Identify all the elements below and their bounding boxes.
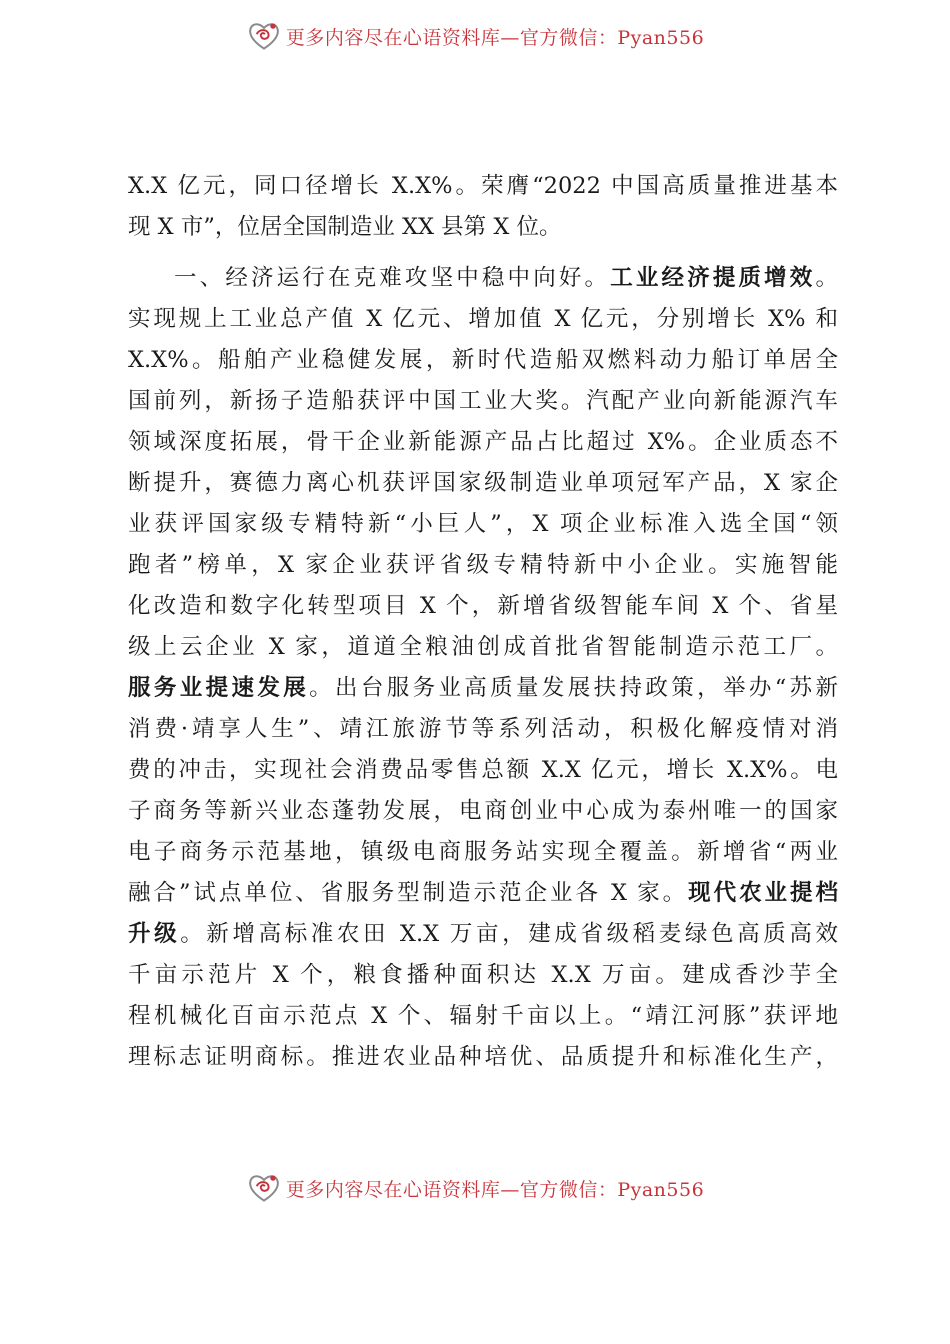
heart-swirl-logo-icon — [246, 18, 282, 54]
text-run: 化改造和数字化转型项目 X 个，新增省级智能车间 X 个、省星 — [128, 593, 838, 619]
heart-swirl-logo-icon — [246, 1170, 282, 1206]
paragraph-gap — [128, 248, 838, 258]
bold-heading: 工业经济提质增效 — [610, 265, 816, 291]
text-line — [128, 381, 838, 422]
text-line — [128, 258, 838, 299]
text-line — [128, 545, 838, 586]
text-run: 。 — [815, 265, 838, 291]
text-line — [128, 791, 838, 832]
bold-heading: 现代农业提档 — [688, 880, 838, 906]
document-body — [128, 166, 838, 1078]
text-run: 千亩示范片 X 个，粮食播种面积达 X.X 万亩。建成香沙芋全 — [128, 962, 838, 988]
bold-heading: 服务业提速发展 — [128, 675, 310, 701]
text-run: 领域深度拓展，骨干企业新能源产品占比超过 X%。企业质态不 — [128, 429, 838, 455]
text-run: 断提升，赛德力离心机获评国家级制造业单项冠军产品，X 家企 — [128, 470, 838, 496]
text-line — [128, 832, 838, 873]
text-line — [128, 955, 838, 996]
text-run: 一、经济运行在克难攻坚中稳中向好。 — [174, 265, 611, 291]
text-run: X.X%。船舶产业稳健发展，新时代造船双燃料动力船订单居全 — [128, 347, 838, 373]
text-line — [128, 207, 838, 248]
text-line — [128, 873, 838, 914]
text-line — [128, 586, 838, 627]
text-run: 现 X 市”，位居全国制造业 XX 县第 X 位。 — [128, 214, 562, 240]
text-run: 理标志证明商标。推进农业品种培优、品质提升和标准化生产， — [128, 1044, 838, 1070]
text-run: 融合”试点单位、省服务型制造示范企业各 X 家。 — [128, 880, 689, 906]
text-line — [128, 996, 838, 1037]
text-run: 电子商务示范基地，镇级电商服务站实现全覆盖。新增省“两业 — [128, 839, 838, 865]
text-line — [128, 914, 838, 955]
text-run: X.X 亿元，同口径增长 X.X%。荣膺“2022 中国高质量推进基本 — [128, 173, 838, 199]
text-line — [128, 627, 838, 668]
text-run: 费的冲击，实现社会消费品零售总额 X.X 亿元，增长 X.X%。电 — [128, 757, 838, 783]
text-run: 程机械化百亩示范点 X 个、辐射千亩以上。“靖江河豚”获评地 — [128, 1003, 838, 1029]
text-line — [128, 668, 838, 709]
watermark-text: 更多内容尽在心语资料库—官方微信：Pyan556 — [285, 26, 705, 49]
text-line — [128, 504, 838, 545]
watermark-banner-top — [0, 16, 950, 56]
watermark-banner-bottom — [0, 1168, 950, 1208]
text-line — [128, 463, 838, 504]
text-run: 实现规上工业总产值 X 亿元、增加值 X 亿元，分别增长 X% 和 — [128, 306, 838, 332]
bold-heading: 升级 — [128, 921, 181, 947]
text-run: 级上云企业 X 家，道道全粮油创成首批省智能制造示范工厂。 — [128, 634, 838, 660]
text-run: 。出台服务业高质量发展扶持政策，举办“苏新 — [309, 675, 838, 701]
text-line — [128, 166, 838, 207]
text-line — [128, 709, 838, 750]
text-run: 跑者”榜单，X 家企业获评省级专精特新中小企业。实施智能 — [128, 552, 838, 578]
watermark-text: 更多内容尽在心语资料库—官方微信：Pyan556 — [285, 1178, 705, 1201]
text-run: 业获评国家级专精特新“小巨人”，X 项企业标准入选全国“领 — [128, 511, 838, 537]
text-run: 。新增高标准农田 X.X 万亩，建成省级稻麦绿色高质高效 — [180, 921, 838, 947]
text-line — [128, 422, 838, 463]
text-line — [128, 1037, 838, 1078]
text-run: 消费·靖享人生”、靖江旅游节等系列活动，积极化解疫情对消 — [128, 716, 838, 742]
text-line — [128, 750, 838, 791]
text-run: 子商务等新兴业态蓬勃发展，电商创业中心成为泰州唯一的国家 — [128, 798, 838, 824]
text-line — [128, 340, 838, 381]
text-run: 国前列，新扬子造船获评中国工业大奖。汽配产业向新能源汽车 — [128, 388, 838, 414]
text-line — [128, 299, 838, 340]
